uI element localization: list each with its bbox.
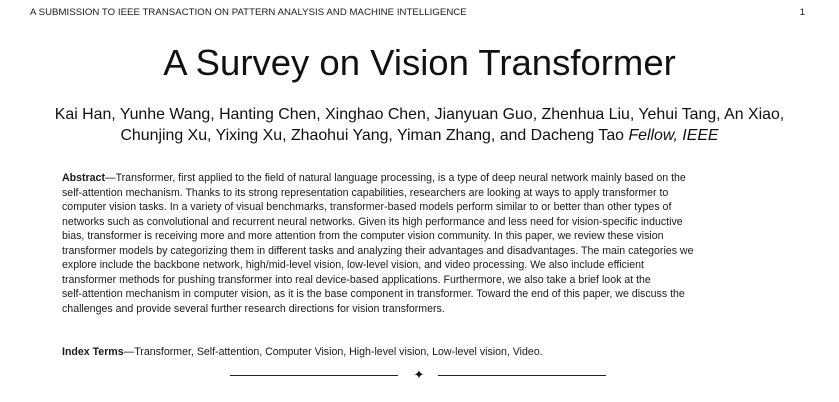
- author-names: Chunjing Xu, Yixing Xu, Zhaohui Yang, Yiman Zhang, and Dacheng Tao: [120, 127, 629, 144]
- separator-rule-right: [438, 375, 606, 376]
- fellow-designation: Fellow, IEEE: [628, 127, 719, 144]
- abstract-line: explore include the backbone network, high/mid-level vision, low-level vision, and video processing. We also include efficient: [62, 259, 644, 272]
- paper-title: A Survey on Vision Transformer: [163, 42, 676, 83]
- abstract-line: transformer methods for pushing transformer into real device-based applications. Furthermore, we also take a brief look at the: [62, 273, 651, 286]
- abstract-line: transformer models by categorizing them in different tasks and analyzing their advantages and disadvantages. The main categories we: [62, 244, 694, 257]
- star-ornament-icon: ✦: [413, 367, 425, 382]
- page-number: 1: [799, 7, 805, 18]
- author-line-1: Kai Han, Yunhe Wang, Hanting Chen, Xinghao Chen, Jianyuan Guo, Zhenhua Liu, Yehui Tang, An Xiao,: [54, 106, 785, 123]
- abstract-text: —Transformer, first applied to the field of natural language processing, is a type of deep neural network mainly based on the: [104, 172, 686, 184]
- journal-name: A SUBMISSION TO IEEE TRANSACTION ON PATTERN ANALYSIS AND MACHINE INTELLIGENCE: [30, 7, 467, 18]
- abstract-line: challenges and provide several further research directions for vision transformers.: [62, 302, 445, 315]
- index-terms-text: —Transformer, Self-attention, Computer Vision, High-level vision, Low-level vision, Video.: [123, 346, 543, 358]
- abstract-line: bias, transformer is receiving more and more attention from the computer vision community. In this paper, we review these vision: [62, 230, 664, 243]
- abstract-line: networks such as convolutional and recurrent neural networks. Given its high performance and less need for vision-specific inductive: [62, 215, 683, 228]
- author-line-2: [0, 125, 839, 146]
- author-list: [0, 104, 839, 146]
- abstract-line: self-attention mechanism in computer vision, as it is the base component in transformer. Toward the end of this paper, we discuss the: [62, 288, 685, 301]
- abstract-line: [62, 171, 786, 186]
- index-terms-label: Index Terms: [62, 346, 124, 358]
- running-header: [30, 6, 805, 20]
- section-separator: [230, 368, 606, 382]
- index-terms: [62, 345, 786, 359]
- separator-rule-left: [230, 375, 398, 376]
- abstract-label: Abstract: [62, 172, 105, 184]
- abstract: [62, 171, 786, 316]
- abstract-line: self-attention mechanism. Thanks to its strong representation capabilities, researchers are looking at ways to apply transformer to: [62, 186, 669, 199]
- abstract-line: computer vision tasks. In a variety of visual benchmarks, transformer-based models perform similar to or better than other types of: [62, 201, 672, 214]
